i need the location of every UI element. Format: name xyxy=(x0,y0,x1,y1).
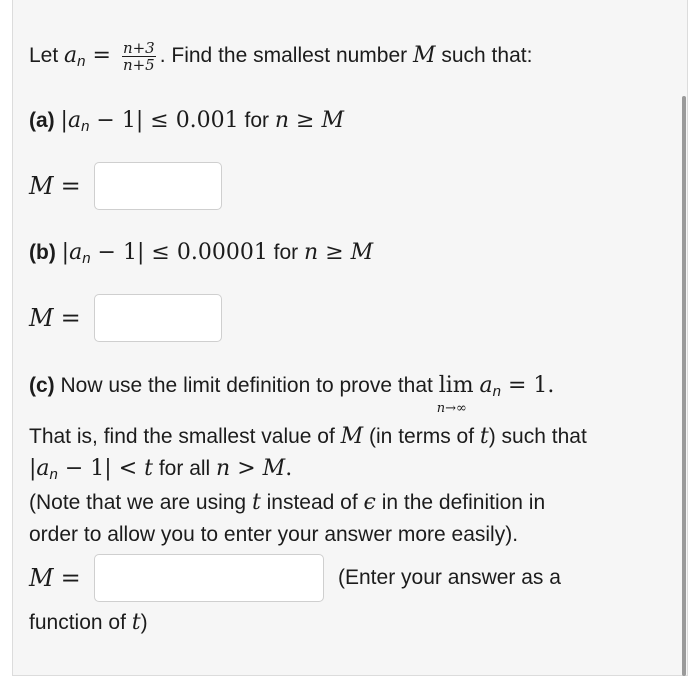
var-t: t xyxy=(144,456,154,481)
var-a: a xyxy=(64,43,78,69)
var-n: n xyxy=(274,108,290,133)
equals-one: = 1. xyxy=(507,373,555,398)
ge-sign: ≥ xyxy=(296,108,315,133)
for-word: for xyxy=(238,109,275,132)
part-c-line2-text: That is, find the smallest value of xyxy=(29,425,341,448)
part-c-statement xyxy=(29,373,561,416)
var-M: M xyxy=(29,304,54,332)
equals-sign: = xyxy=(92,43,111,69)
part-c-label: (c) xyxy=(29,374,55,397)
part-c-line5 xyxy=(29,523,518,547)
note-text: (Note that we are using xyxy=(29,491,252,514)
le-sign: ≤ xyxy=(151,240,170,265)
var-M: M xyxy=(262,456,286,481)
part-c-answer-input[interactable] xyxy=(94,554,324,602)
var-a: a xyxy=(69,240,83,265)
part-c-line2c: ) such that xyxy=(488,425,587,448)
tolerance-value: 0.00001 xyxy=(176,240,268,265)
part-c-line2b: (in terms of xyxy=(363,425,480,448)
var-a: a xyxy=(479,373,493,398)
limit-expression xyxy=(436,373,474,416)
var-M: M xyxy=(29,564,54,592)
note-text-d: order to allow you to enter your answer more easily). xyxy=(29,523,519,546)
lim-subscript: n→∞ xyxy=(436,401,467,416)
part-b-statement xyxy=(29,240,373,267)
part-b-answer-label xyxy=(29,304,88,332)
var-M: M xyxy=(321,108,344,133)
part-c-hint xyxy=(338,566,561,590)
minus-one: − 1| xyxy=(90,240,145,265)
var-n: n xyxy=(304,240,319,265)
var-t: t xyxy=(479,424,489,449)
hint-text-2: function of xyxy=(29,611,132,634)
intro-suffix: . Find the smallest number xyxy=(159,44,413,68)
ge-sign: ≥ xyxy=(325,240,344,265)
tolerance-value: 0.001 xyxy=(175,108,239,133)
var-a: a xyxy=(67,108,82,133)
fraction xyxy=(122,40,156,73)
var-n-sub: n xyxy=(82,250,91,267)
fraction-numerator: n+3 xyxy=(122,39,155,57)
abs-bar: | xyxy=(60,108,68,133)
var-n-sub: n xyxy=(49,466,58,483)
equals-sign: = xyxy=(60,304,81,332)
part-c-line4 xyxy=(29,490,545,515)
hint-close-paren: ) xyxy=(140,611,148,634)
var-n: n xyxy=(216,456,231,481)
part-c-line3 xyxy=(29,456,292,483)
part-c-text: Now use the limit definition to prove that xyxy=(54,374,439,397)
part-b-label: (b) xyxy=(29,241,56,264)
abs-bar: | xyxy=(29,456,37,481)
var-n-sub: n xyxy=(77,53,86,71)
minus-one: − 1| xyxy=(57,456,112,481)
period: . xyxy=(285,456,293,481)
var-t: t xyxy=(131,610,141,635)
equals-sign: = xyxy=(60,172,81,200)
gt-sign: > xyxy=(237,456,256,481)
note-text-b: instead of xyxy=(260,491,364,514)
var-M: M xyxy=(340,424,364,449)
part-a-answer-label xyxy=(29,172,88,200)
var-t: t xyxy=(251,490,261,515)
part-c-line2 xyxy=(29,424,587,449)
le-sign: ≤ xyxy=(150,108,169,133)
part-a-label: (a) xyxy=(29,109,55,132)
part-c-hint-line2 xyxy=(29,610,148,635)
intro-tail: such that: xyxy=(435,44,533,68)
var-M: M xyxy=(413,43,436,69)
for-word: for xyxy=(267,241,305,264)
intro-line xyxy=(29,40,532,73)
note-text-c: in the definition in xyxy=(375,491,546,514)
hint-text: (Enter your answer as a xyxy=(338,566,561,589)
intro-prefix: Let xyxy=(29,44,65,68)
part-a-statement xyxy=(29,108,344,135)
part-a-answer-input[interactable] xyxy=(94,162,222,210)
scrollbar-thumb[interactable] xyxy=(682,96,686,676)
lim-operator: lim xyxy=(438,373,474,398)
fraction-denominator: n+5 xyxy=(122,56,155,74)
minus-one: − 1| xyxy=(89,108,144,133)
var-epsilon: ϵ xyxy=(363,490,376,515)
equals-sign: = xyxy=(60,564,81,592)
for-all-text: for all xyxy=(153,457,217,480)
var-n-sub: n xyxy=(81,118,90,135)
var-M: M xyxy=(350,240,374,265)
var-a: a xyxy=(36,456,50,481)
var-n-sub: n xyxy=(492,383,501,400)
var-M: M xyxy=(29,172,54,200)
lt-sign: < xyxy=(118,456,138,481)
part-b-answer-input[interactable] xyxy=(94,294,222,342)
abs-bar: | xyxy=(61,240,70,265)
part-c-answer-label xyxy=(29,564,88,592)
